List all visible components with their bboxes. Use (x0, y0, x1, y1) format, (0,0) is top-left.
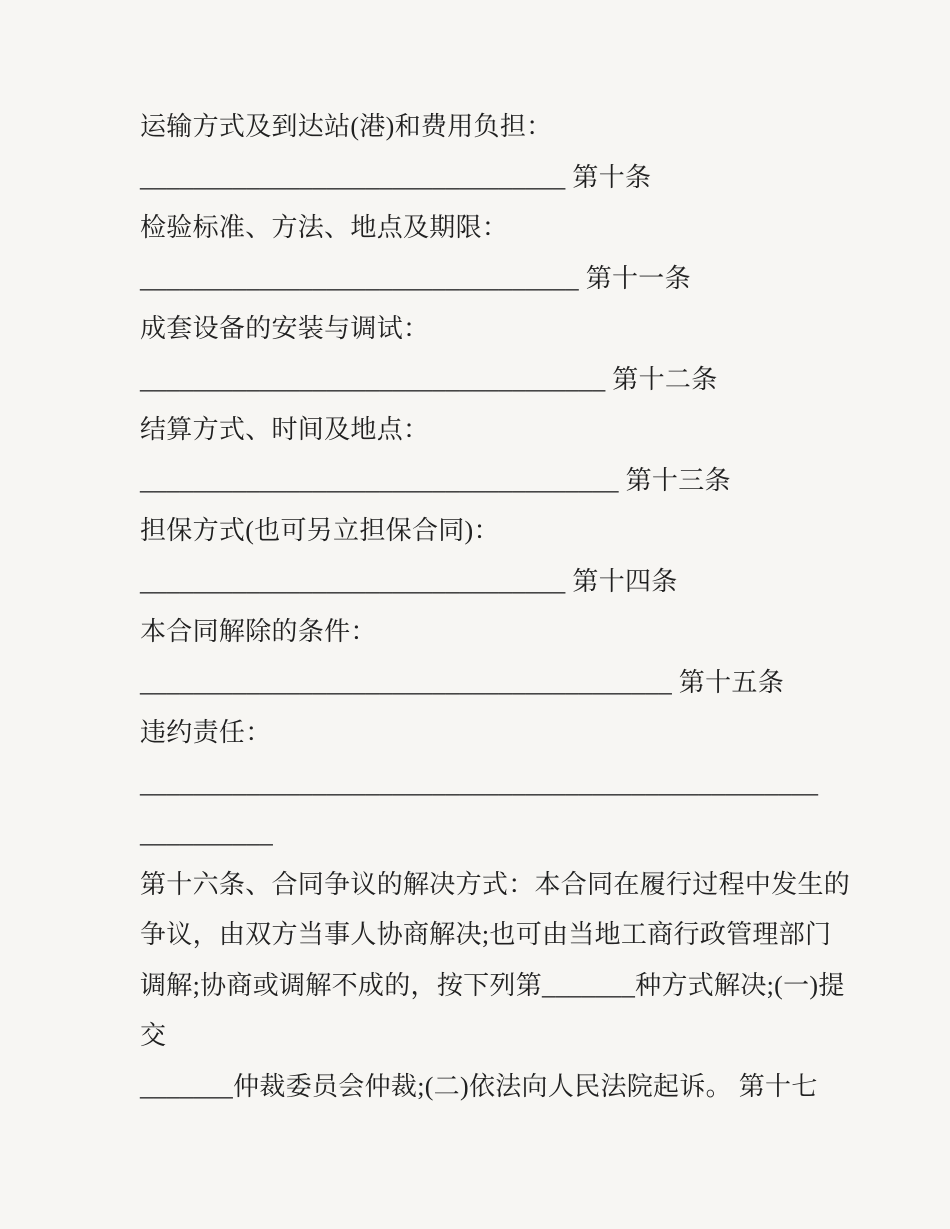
guarantee-clause-label: 担保方式(也可另立担保合同)： (140, 516, 500, 545)
clause-10-blank-line: ________________________________ 第十条 (140, 162, 652, 192)
settlement-clause-label: 结算方式、时间及地点： (140, 415, 430, 444)
breach-liability-label: 违约责任： (140, 718, 272, 747)
contract-text-block (140, 102, 890, 1112)
termination-clause-label: 本合同解除的条件： (140, 617, 377, 646)
clause-15-blank-line: ________________________________________ 第十五条 (140, 667, 784, 697)
dispute-clause-line-4: 交 (140, 1021, 167, 1050)
dispute-clause-line-2: 争议，由双方当事人协商解决;也可由当地工商行政管理部门 (140, 920, 832, 949)
clause-14-blank-line: ________________________________ 第十四条 (140, 566, 678, 596)
dispute-clause-line-5: _______仲裁委员会仲裁;(二)依法向人民法院起诉。 第十七 (140, 1071, 818, 1101)
inspection-clause-label: 检验标准、方法、地点及期限： (140, 213, 509, 242)
installation-clause-label: 成套设备的安装与调试： (140, 314, 430, 343)
transport-clause-label: 运输方式及到达站(港)和费用负担： (140, 112, 553, 141)
breach-liability-blank-short: __________ (140, 819, 273, 848)
dispute-clause-line-1: 第十六条、合同争议的解决方式：本合同在履行过程中发生的 (140, 869, 851, 899)
clause-11-blank-line: _________________________________ 第十一条 (140, 263, 691, 293)
dispute-clause-line-3: 调解;协商或调解不成的，按下列第_______种方式解决;(一)提 (140, 970, 845, 1000)
clause-13-blank-line: ____________________________________ 第十三条 (140, 465, 731, 495)
breach-liability-blank-long: ___________________________________________________ (140, 768, 819, 798)
clause-12-blank-line: ___________________________________ 第十二条 (140, 364, 718, 394)
